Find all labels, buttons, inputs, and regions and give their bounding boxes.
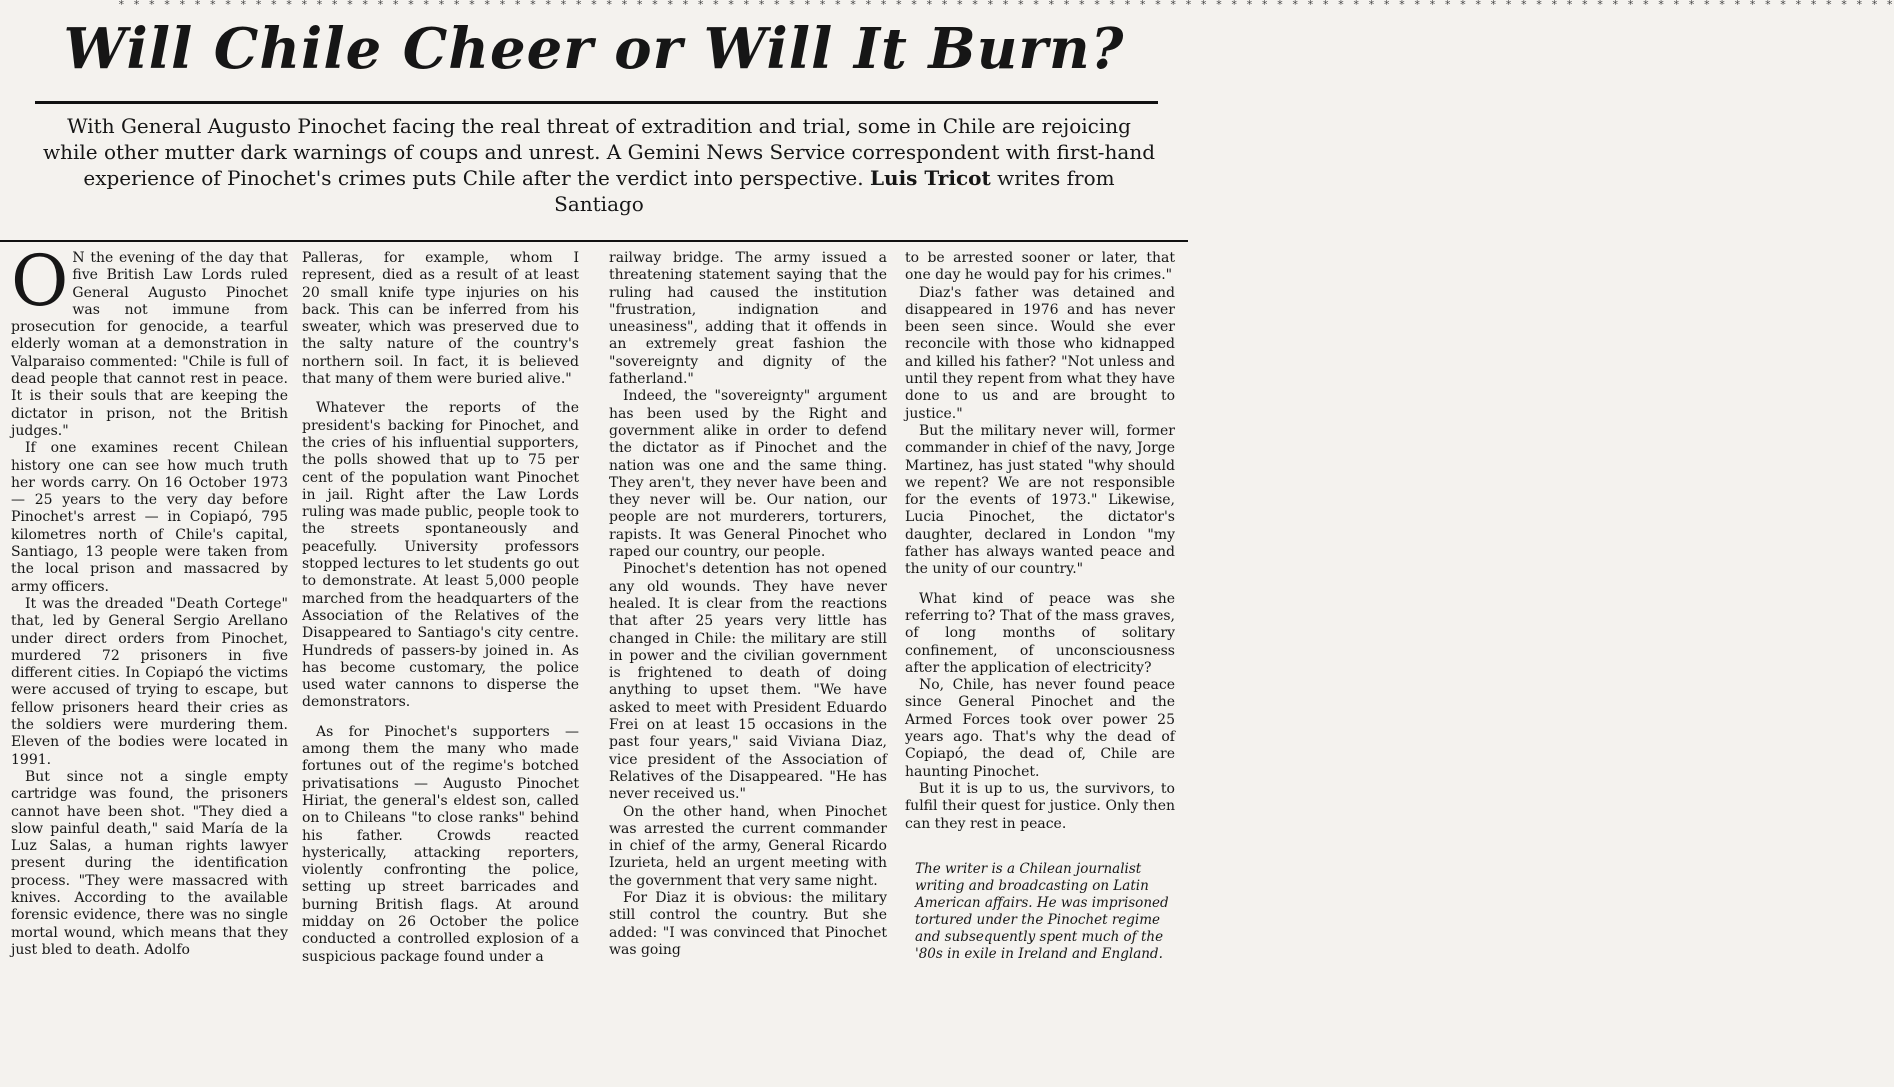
headline-rule [35,101,1158,104]
paragraph-text: N the evening of the day that five British Law Lords ruled General Augusto Pinochet was not immune from prosecution for genocide, a tearful elderly woman at a demonstration in Valparaiso commented: "Chile is full of dead people that cannot rest in peace. It is their souls that are keeping the dictator in prison, not the British judges." [11,250,288,439]
article-column-2 [302,250,579,1080]
paragraph: But the military never will, former commander in chief of the navy, Jorge Martinez, has just stated "why should we repent? We are not responsible for the events of 1973." Likewise, Lucia Pinochet, the dictator's daughter, declared in London "my father has always wanted peace and the unity of our country." [905,422,1175,578]
article-column-4 [905,250,1175,1080]
paragraph: railway bridge. The army issued a threatening statement saying that the ruling had caused the institution "frustration, indignation and uneasiness", adding that it offends in an extremely great fashion the "sovereignty and dignity of the fatherland." [609,250,887,388]
paragraph: If one examines recent Chilean history one can see how much truth her words carry. On 16 October 1973 — 25 years to the very day before Pinochet's arrest — in Copiapó, 795 kilometres north of Chile's capital, Santiago, 13 people were taken from the local prison and massacred by army officers. [11,440,288,595]
paragraph [11,240,288,440]
article-column-3 [609,250,887,1080]
paragraph: to be arrested sooner or later, that one day he would pay for his crimes." [905,250,1175,284]
headline: Will Chile Cheer or Will It Burn? [63,16,1125,82]
paragraph: No, Chile, has never found peace since General Pinochet and the Armed Forces took over power 25 years ago. That's why the dead of Copiapó, the dead of, Chile are haunting Pinochet. [905,677,1175,780]
paragraph: Indeed, the "sovereignty" argument has been used by the Right and government alike in order to defend the dictator as if Pinochet and the nation was one and the same thing. They aren't, they never have been and they never will be. Our nation, our people are not murderers, torturers, rapists. It was General Pinochet who raped our country, our people. [609,388,887,561]
paragraph: Palleras, for example, whom I represent, died as a result of at least 20 small knife type injuries on his back. This can be inferred from his sweater, which was preserved due to the salty nature of the country's northern soil. In fact, it is believed that many of them were buried alive." [302,250,579,388]
author-credit: The writer is a Chilean journalist writing and broadcasting on Latin American affairs. He was imprisoned tortured under the Pinochet regime and subsequently spent much of the '80s in exile in Ireland and England. [915,860,1169,962]
byline-author: Luis Tricot [869,166,991,190]
paragraph: Diaz's father was detained and disappeared in 1976 and has never been seen since. Would she ever reconcile with those who kidnapped and killed his father? "Not unless and until they repent from what they have done to us and are brought to justice." [905,284,1175,422]
article-column-1 [11,240,288,1080]
paragraph: What kind of peace was she referring to? That of the mass graves, of long months of solitary confinement, of unconsciousness after the application of electricity? [905,590,1175,676]
byline-dateline: writes from Santiago [554,166,1115,216]
deck-text: With General Augusto Pinochet facing the real threat of extradition and trial, some in Chile are rejoicing while other mutter dark warnings of coups and unrest. A Gemini News Service correspondent with first-hand experience of Pinochet's crimes puts Chile after the verdict into perspective. [42,114,1156,190]
paragraph: Pinochet's detention has not opened any old wounds. They have never healed. It is clear from the reactions that after 25 years very little has changed in Chile: the military are still in power and the civilian government is frightened to death of doing anything to upset them. "We have asked to meet with President Eduardo Frei on at least 15 occasions in the past four years," said Viviana Diaz, vice president of the Association of Relatives of the Disappeared. "He has never received us." [609,561,887,803]
paragraph: It was the dreaded "Death Cortege" that, led by General Sergio Arellano under direct orders from Pinochet, murdered 72 prisoners in five different cities. In Copiapó the victims were accused of trying to escape, but fellow prisoners heard their cries as the soldiers were murdering them. Eleven of the bodies were located in 1991. [11,595,288,768]
drop-cap: O [11,240,69,322]
decorative-star-border: * * * * * * * * * * * * * * * * * * * * * * * * * * * * * * * * * * * * * * * * * * * * * * * * * * * * * * * * * * * * * * * * * * * * * * * * * * * * * * * * * * * * * * * * * * * * * * * * * * * * * * * * * * * * * * * * * * * * * [118,0,1894,11]
paragraph: On the other hand, when Pinochet was arrested the current commander in chief of the army, General Ricardo Izurieta, held an urgent meeting with the government that very same night. [609,803,887,889]
paragraph: But since not a single empty cartridge was found, the prisoners cannot have been shot. "They died a slow painful death," said María de la Luz Salas, a human rights lawyer present during the identification process. "They were massacred with knives. According to the available forensic evidence, there was no single mortal wound, which means that they just bled to death. Adolfo [11,768,288,958]
deck-summary [40,113,1158,217]
column-top-rule [0,240,1188,242]
paragraph: But it is up to us, the survivors, to fulfil their quest for justice. Only then can they rest in peace. [905,780,1175,832]
paragraph: As for Pinochet's supporters — among them the many who made fortunes out of the regime's botched privatisations — Augusto Pinochet Hiriat, the general's eldest son, called on to Chileans "to close ranks" behind his father. Crowds reacted hysterically, attacking reporters, violently confronting the police, setting up street barricades and burning British flags. At around midday on 26 October the police conducted a controlled explosion of a suspicious package found under a [302,723,579,965]
paragraph: Whatever the reports of the president's backing for Pinochet, and the cries of his influential supporters, the polls showed that up to 75 per cent of the population want Pinochet in jail. Right after the Law Lords ruling was made public, people took to the streets spontaneously and peacefully. University professors stopped lectures to let students go out to demonstrate. At least 5,000 people marched from the headquarters of the Association of the Relatives of the Disappeared to Santiago's city centre. Hundreds of passers-by joined in. As has become customary, the police used water cannons to disperse the demonstrators. [302,400,579,711]
paragraph: For Diaz it is obvious: the military still control the country. But she added: "I was convinced that Pinochet was going [609,889,887,958]
